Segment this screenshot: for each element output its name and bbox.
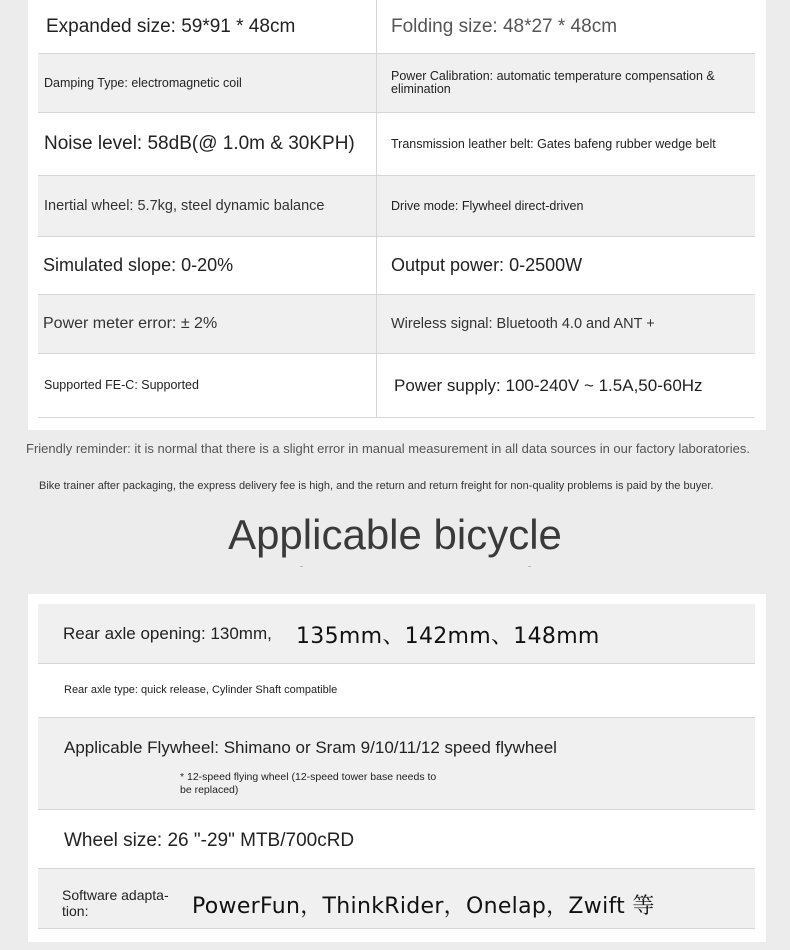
rear-axle-sizes: 135mm、142mm、148mm — [296, 624, 600, 649]
software-label-line1: Software adapta- — [62, 887, 169, 903]
flywheel-note-line2: be replaced) — [180, 784, 239, 796]
spec-fe-c: Supported FE-C: Supported — [44, 378, 199, 392]
flywheel-compatibility: Applicable Flywheel: Shimano or Sram 9/10/11/12 speed flywheel — [64, 738, 557, 757]
spec-cell — [38, 113, 377, 175]
spec-row — [38, 237, 755, 295]
spec-cell — [38, 237, 377, 294]
spec-power-meter-error: Power meter error: ± 2% — [43, 315, 218, 332]
bike-row-flywheel — [38, 718, 755, 810]
spec-expanded-size: Expanded size: 59*91 * 48cm — [46, 15, 296, 37]
spec-cell — [377, 295, 755, 353]
shipping-notice: Bike trainer after packaging, the express delivery fee is high, and the return and return freight for non-quality problems is paid by the buyer. — [39, 480, 714, 492]
spec-cell — [377, 237, 755, 294]
rear-axle-type: Rear axle type: quick release, Cylinder Shaft compatible — [64, 684, 338, 696]
spec-table — [28, 0, 766, 430]
spec-power-calibration: Power Calibration: automatic temperature compensation & elimination — [391, 69, 715, 96]
spec-row — [38, 0, 755, 54]
spec-inertial-wheel: Inertial wheel: 5.7kg, steel dynamic balance — [44, 198, 325, 214]
bike-row-wheel-size — [38, 810, 755, 869]
flywheel-note-line1: * 12-speed flying wheel (12-speed tower base needs to — [180, 771, 437, 783]
spec-damping-type: Damping Type: electromagnetic coil — [44, 75, 242, 90]
spec-row — [38, 54, 755, 113]
spec-drive-mode: Drive mode: Flywheel direct-driven — [391, 198, 584, 213]
spec-wireless-signal: Wireless signal: Bluetooth 4.0 and ANT + — [391, 316, 655, 332]
rear-axle-label: Rear axle opening: 130mm, — [63, 624, 272, 643]
spec-cell — [377, 176, 755, 236]
spec-cell — [377, 354, 755, 417]
spec-row — [38, 176, 755, 237]
spec-cell — [377, 0, 755, 53]
spec-cell — [38, 354, 377, 417]
bike-row-axle-type — [38, 664, 755, 718]
spec-cell — [377, 54, 755, 112]
bicycle-compatibility-table — [28, 594, 766, 942]
spec-row — [38, 295, 755, 354]
spec-folding-size: Folding size: 48*27 * 48cm — [391, 15, 618, 37]
spec-power-supply: Power supply: 100-240V ~ 1.5A,50-60Hz — [394, 375, 703, 395]
spec-cell — [38, 54, 377, 112]
spec-cell — [38, 0, 377, 53]
heading-decoration — [300, 566, 540, 568]
spec-simulated-slope: Simulated slope: 0-20% — [43, 255, 234, 275]
spec-cell — [38, 176, 377, 236]
spec-output-power: Output power: 0-2500W — [391, 255, 583, 275]
reminder-text: Friendly reminder: it is normal that there is a slight error in manual measurement in all data sources in our factory laboratories. — [26, 441, 750, 456]
software-list: PowerFun，ThinkRider，Onelap，Zwift 等 — [192, 894, 655, 919]
bike-row-rear-axle — [38, 604, 755, 664]
software-label-line2: tion: — [62, 903, 89, 919]
spec-row — [38, 354, 755, 418]
spec-cell — [38, 295, 377, 353]
spec-transmission-belt: Transmission leather belt: Gates bafeng rubber wedge belt — [391, 136, 716, 151]
spec-cell — [377, 113, 755, 175]
section-heading: Applicable bicycle — [228, 511, 562, 558]
wheel-size: Wheel size: 26 "-29" MTB/700cRD — [64, 830, 355, 851]
spec-noise-level: Noise level: 58dB(@ 1.0m & 30KPH) — [44, 133, 355, 154]
bike-row-software — [38, 869, 755, 929]
spec-row — [38, 113, 755, 176]
